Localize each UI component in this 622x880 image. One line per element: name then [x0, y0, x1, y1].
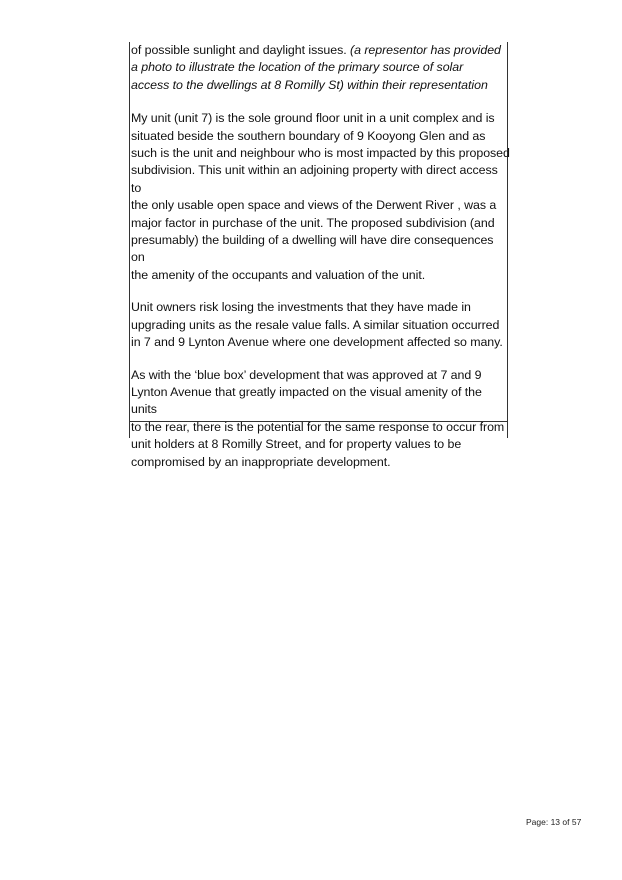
text-line: such is the unit and neighbour who is most impacted by this proposed: [131, 146, 510, 161]
text-line: to the rear, there is the potential for the same response to occur from: [131, 419, 505, 434]
text-line: in 7 and 9 Lynton Avenue where one development affected so many.: [131, 335, 503, 350]
paragraph-blue-box: [131, 367, 510, 471]
text-line: of possible sunlight and daylight issues. (a representor has provided: [131, 43, 501, 57]
text-line: access to the dwellings at 8 Romilly St) within their representation: [131, 77, 488, 92]
text-line: unit holders at 8 Romilly Street, and for property values to be: [131, 437, 462, 452]
text-line: the amenity of the occupants and valuation of the unit.: [131, 267, 426, 282]
text-line: Lynton Avenue that greatly impacted on the visual amenity of the units: [131, 384, 482, 417]
text-line: the only usable open space and views of the Derwent River , was a: [131, 198, 497, 213]
paragraph-sunlight: [131, 42, 510, 94]
page-number: Page: 13 of 57: [526, 817, 582, 827]
text-line: a photo to illustrate the location of the primary source of solar: [131, 60, 464, 75]
text-line: presumably) the building of a dwelling will have dire consequences on: [131, 233, 494, 265]
table-row-divider: [130, 421, 507, 422]
representation-text: [131, 42, 510, 486]
text-line: upgrading units as the resale value falls. A similar situation occurred: [131, 317, 500, 332]
text-line: major factor in purchase of the unit. The proposed subdivision (and: [131, 215, 495, 230]
representation-table-cell: [129, 42, 510, 469]
text-line: As with the ‘blue box’ development that was approved at 7 and 9: [131, 367, 482, 382]
text-line: situated beside the southern boundary of 9 Kooyong Glen and as: [131, 128, 486, 143]
paragraph-unit-impact: [131, 110, 510, 284]
text-line: Unit owners risk losing the investments that they have made in: [131, 300, 471, 315]
text-line: compromised by an inappropriate development.: [131, 454, 391, 469]
paragraph-investment-risk: [131, 299, 510, 351]
text-line: My unit (unit 7) is the sole ground floor unit in a unit complex and is: [131, 111, 495, 126]
text-line: subdivision. This unit within an adjoining property with direct access to: [131, 163, 498, 195]
